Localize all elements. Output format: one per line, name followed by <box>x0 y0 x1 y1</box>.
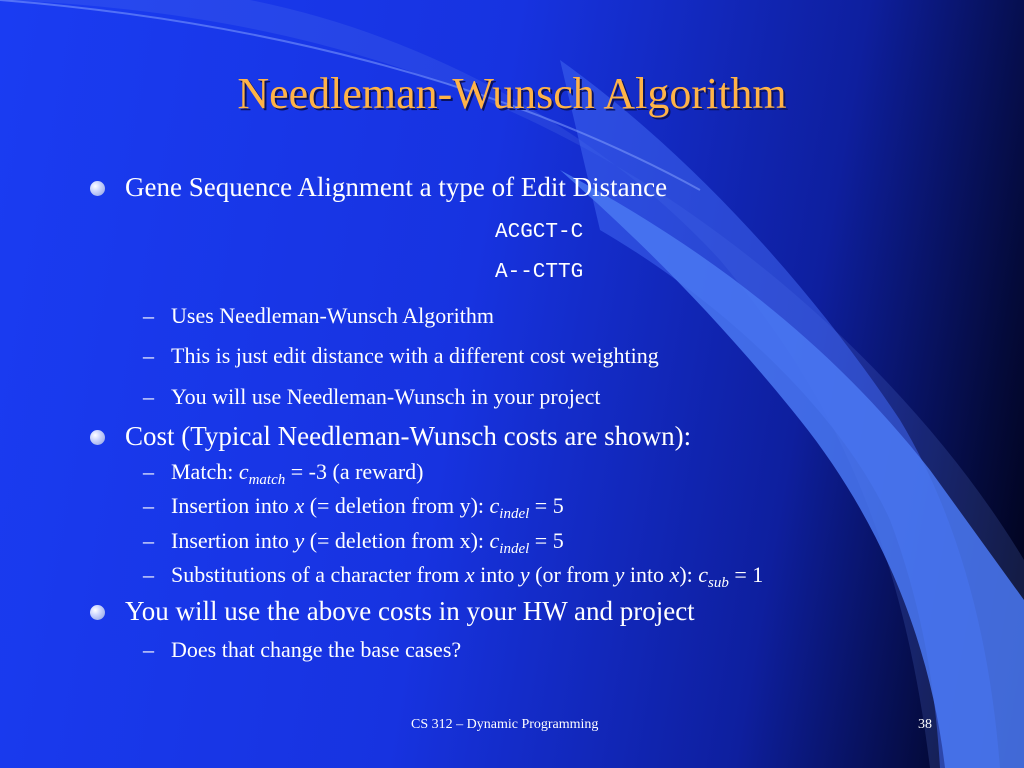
cost-label: Insertion into <box>171 528 295 553</box>
bullet-text: Gene Sequence Alignment a type of Edit Distance <box>125 172 668 202</box>
dash-icon: – <box>143 637 154 662</box>
cost-label: Insertion into <box>171 493 295 518</box>
cost-value: = 5 <box>529 493 564 518</box>
cost-value: = 1 <box>728 562 764 587</box>
cost-subscript: indel <box>499 506 530 522</box>
dash-icon: – <box>143 459 154 484</box>
sub-item-project <box>143 384 600 410</box>
sub-item-uses-nw <box>143 303 494 329</box>
cost-subscript: indel <box>499 541 530 557</box>
cost-value: = 5 <box>529 528 564 553</box>
cost-var: y <box>519 562 530 587</box>
cost-substitution <box>143 562 763 592</box>
cost-var: y <box>294 528 305 553</box>
bullet-dot-icon <box>90 430 105 445</box>
bullet-text: You will use the above costs in your HW and project <box>125 596 695 626</box>
cost-subscript: match <box>248 472 286 488</box>
cost-var: x <box>464 562 475 587</box>
dash-icon: – <box>143 528 154 553</box>
dash-icon: – <box>143 493 154 518</box>
cost-label: Match: <box>171 459 239 484</box>
sub-item-text: You will use Needleman-Wunsch in your project <box>171 384 601 409</box>
bullet-cost <box>90 421 691 452</box>
slide-title: Needleman-Wunsch Algorithm <box>237 69 787 118</box>
sub-item-text: Uses Needleman-Wunsch Algorithm <box>171 303 494 328</box>
cost-insert-x <box>143 493 564 523</box>
cost-label: (= deletion from y): <box>304 493 490 518</box>
cost-var: c <box>489 528 500 553</box>
cost-label: Substitutions of a character from <box>171 562 465 587</box>
bullet-hw-project <box>90 596 695 627</box>
cost-text <box>171 528 564 558</box>
cost-var: x <box>669 562 680 587</box>
cost-var: c <box>489 493 500 518</box>
sub-item-text: This is just edit distance with a different cost weighting <box>171 343 659 368</box>
alignment-line-1: ACGCT-C <box>495 221 584 244</box>
cost-match <box>143 459 424 489</box>
bullet-dot-icon <box>90 605 105 620</box>
alignment-line-2: A--CTTG <box>495 261 584 284</box>
cost-text <box>171 562 763 592</box>
cost-var: y <box>614 562 625 587</box>
cost-text <box>171 493 564 523</box>
cost-text <box>171 459 424 489</box>
cost-var: c <box>238 459 249 484</box>
cost-subscript: sub <box>708 575 729 591</box>
bullet-dot-icon <box>90 181 105 196</box>
dash-icon: – <box>143 562 154 587</box>
sub-item-base-cases <box>143 637 461 663</box>
cost-label: (= deletion from x): <box>304 528 490 553</box>
sub-item-text: Does that change the base cases? <box>171 637 462 662</box>
bullet-text: Cost (Typical Needleman-Wunsch costs are shown): <box>125 421 692 451</box>
dash-icon: – <box>143 384 154 409</box>
cost-label: ): <box>679 562 699 587</box>
cost-label: (or from <box>529 562 615 587</box>
footer-page-number: 38 <box>918 717 932 732</box>
cost-var: c <box>698 562 709 587</box>
sub-item-edit-distance <box>143 343 659 369</box>
dash-icon: – <box>143 343 154 368</box>
cost-label: into <box>474 562 520 587</box>
dash-icon: – <box>143 303 154 328</box>
cost-value: = -3 (a reward) <box>285 459 424 484</box>
cost-var: x <box>294 493 305 518</box>
footer-course: CS 312 – Dynamic Programming <box>411 717 599 732</box>
cost-insert-y <box>143 528 564 558</box>
bullet-gene-alignment <box>90 172 667 203</box>
cost-label: into <box>624 562 670 587</box>
